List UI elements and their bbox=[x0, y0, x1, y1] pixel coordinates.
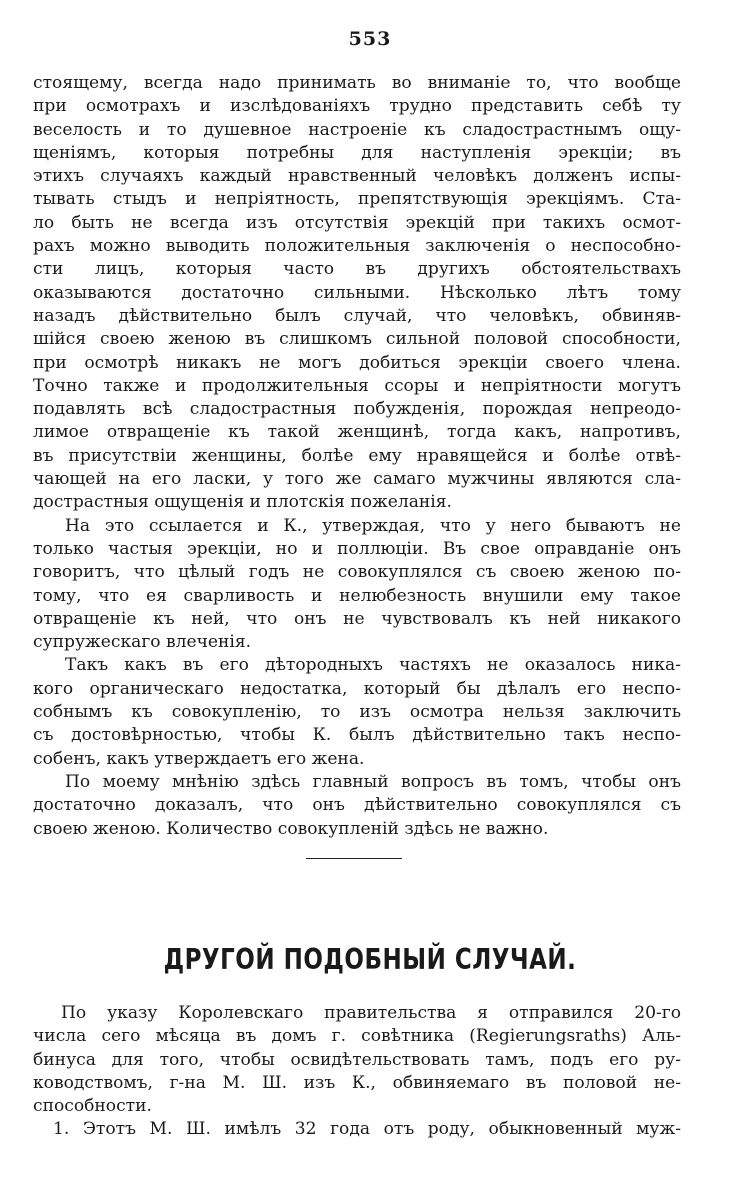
text-line: этихъ случаяхъ каждый нравственный человѣкъ долженъ испы- bbox=[33, 166, 681, 187]
text-line: въ присутствіи женщины, болѣе ему нравящейся и болѣе отвѣ- bbox=[33, 445, 681, 466]
text-line: своею женою. Количество совокупленій здѣсь не важно. bbox=[33, 818, 549, 839]
text-line: съ достовѣрностью, чтобы К. былъ дѣйствительно такъ неспо- bbox=[33, 725, 681, 746]
text-line: Такъ какъ въ его дѣтородныхъ частяхъ не оказалось ника- bbox=[65, 655, 681, 676]
text-line: Точно также и продолжительныя ссоры и непріятности могутъ bbox=[33, 375, 681, 396]
text-line: только частыя эрекціи, но и поллюціи. Въ свое оправданіе онъ bbox=[33, 538, 681, 559]
text-line: 1. Этотъ М. Ш. имѣлъ 32 года отъ роду, обыкновенный муж- bbox=[53, 1119, 681, 1140]
section-divider bbox=[306, 858, 402, 859]
text-line: супружескаго влеченія. bbox=[33, 632, 252, 653]
text-line: тому, что ея сварливость и нелюбезность внушили ему такое bbox=[33, 585, 681, 606]
text-line: кого органическаго недостатка, который бы дѣлалъ его неспо- bbox=[33, 678, 681, 699]
text-line: собнымъ къ совокупленію, то изъ осмотра нельзя заключить bbox=[33, 702, 681, 723]
text-line: На это ссылается и К., утверждая, что у него бываютъ не bbox=[65, 515, 681, 536]
text-line: оказываются достаточно сильными. Нѣсколько лѣтъ тому bbox=[33, 282, 681, 303]
text-line: По моему мнѣнію здѣсь главный вопросъ въ томъ, чтобы онъ bbox=[65, 771, 681, 792]
text-line: бинуса для того, чтобы освидѣтельствовать тамъ, подъ его ру- bbox=[33, 1049, 681, 1070]
text-line: тывать стыдъ и непріятность, препятствующія эрекціямъ. Ста- bbox=[33, 189, 681, 210]
text-line: при осмотрѣ никакъ не могъ добиться эрекціи своего члена. bbox=[33, 352, 681, 373]
text-line: отвращеніе къ ней, что онъ не чувствовалъ къ ней никакого bbox=[33, 608, 681, 629]
section-heading: ДРУГОЙ ПОДОБНЫЙ СЛУЧАЙ. bbox=[163, 944, 577, 977]
text-line: достаточно доказалъ, что онъ дѣйствительно совокуплялся съ bbox=[33, 795, 681, 816]
text-line: назадъ дѣйствительно былъ случай, что человѣкъ, обвиняв- bbox=[33, 305, 681, 326]
text-line: дострастныя ощущенія и плотскія пожеланія. bbox=[33, 492, 452, 513]
text-line: сти лицъ, которыя часто въ другихъ обстоятельствахъ bbox=[33, 259, 681, 280]
text-line: По указу Королевскаго правительства я отправился 20-го bbox=[61, 1003, 681, 1023]
text-line: чающей на его ласки, у того же самаго мужчины являются сла- bbox=[33, 469, 681, 490]
body-text-block-2 bbox=[33, 1002, 681, 1142]
text-line: лимое отвращеніе къ такой женщинѣ, тогда какъ, напротивъ, bbox=[33, 422, 681, 443]
text-line: стоящему, всегда надо принимать во вниманіе то, что вообще bbox=[33, 73, 681, 93]
text-line: говоритъ, что цѣлый годъ не совокуплялся съ своею женою по- bbox=[33, 562, 681, 583]
text-line: ководствомъ, г-на М. Ш. изъ К., обвиняемаго въ половой не- bbox=[33, 1072, 681, 1093]
text-line: веселость и то душевное настроеніе къ сладострастнымъ ощу- bbox=[33, 119, 681, 140]
text-line: собенъ, какъ утверждаетъ его жена. bbox=[33, 748, 365, 769]
body-text-block-1 bbox=[33, 72, 681, 841]
text-line: рахъ можно выводить положительныя заключенія о неспособно- bbox=[33, 236, 681, 257]
page-number: 553 bbox=[348, 28, 392, 50]
text-line: шійся своею женою въ слишкомъ сильной половой способности, bbox=[33, 329, 681, 350]
text-line: ло быть не всегда изъ отсутствія эрекцій при такихъ осмот- bbox=[33, 212, 681, 233]
text-line: подавлять всѣ сладострастныя побужденія, порождая непреодо- bbox=[33, 399, 681, 420]
text-line: способности. bbox=[33, 1096, 152, 1117]
text-line: числа сего мѣсяца въ домъ г. совѣтника (Regierungsraths) Аль- bbox=[33, 1026, 681, 1047]
text-line: при осмотрахъ и изслѣдованіяхъ трудно представить себѣ ту bbox=[33, 96, 681, 117]
text-line: щеніямъ, которыя потребны для наступленія эрекціи; въ bbox=[33, 142, 681, 163]
